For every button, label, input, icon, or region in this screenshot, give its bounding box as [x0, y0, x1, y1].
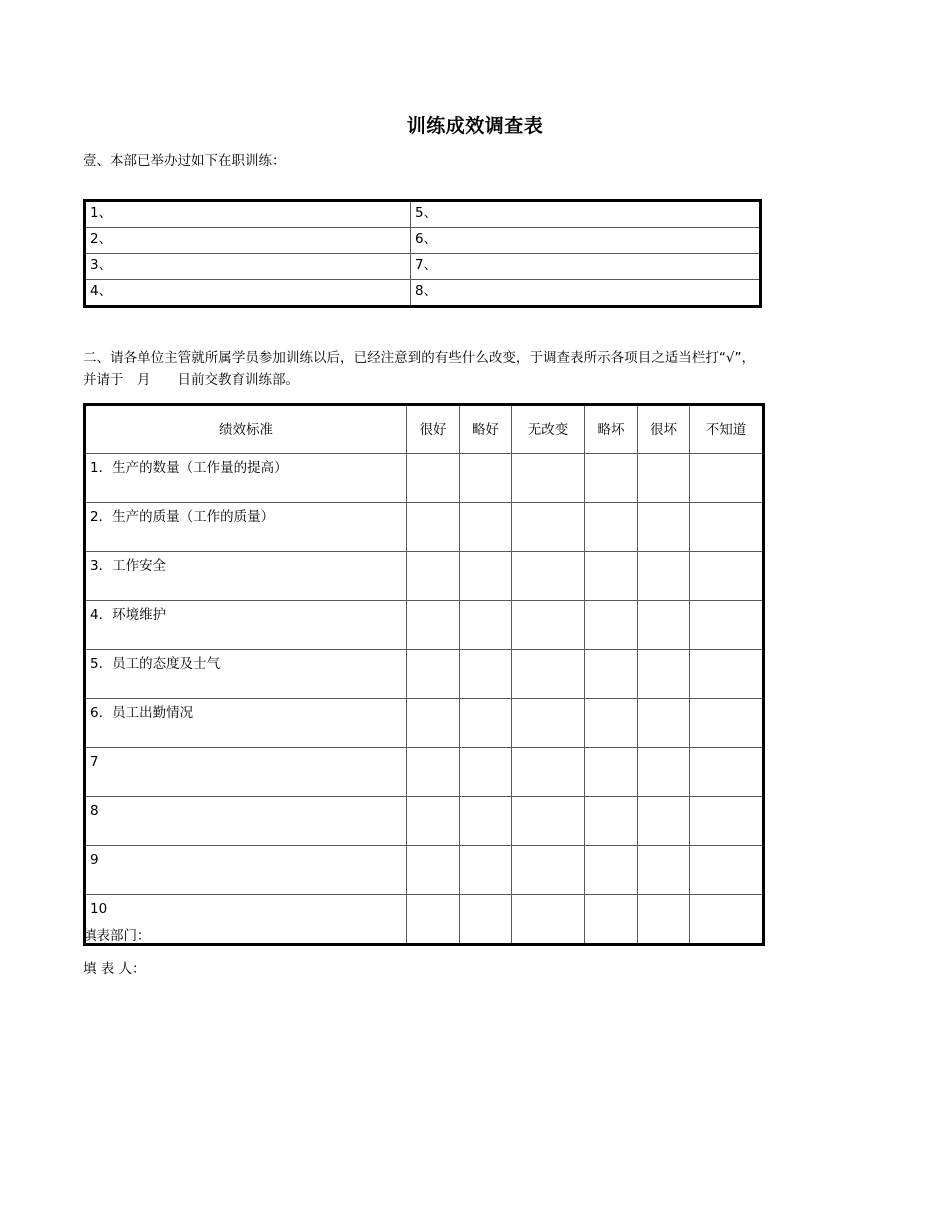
- table-row: [85, 503, 764, 552]
- training-courses-table: [83, 199, 762, 308]
- column-header-slightly-good: 略好: [460, 405, 512, 454]
- rating-cell-5-slightly-bad[interactable]: [585, 650, 638, 699]
- rating-cell-8-no-change[interactable]: [512, 797, 585, 846]
- table-row: [85, 846, 764, 895]
- criteria-label-9[interactable]: 9: [85, 846, 407, 895]
- rating-cell-2-no-change[interactable]: [512, 503, 585, 552]
- table-row: [85, 228, 761, 254]
- table-row: [85, 254, 761, 280]
- criteria-label-10[interactable]: 10: [85, 895, 407, 945]
- course-slot-3[interactable]: 3、: [85, 254, 411, 280]
- rating-cell-1-slightly-bad[interactable]: [585, 454, 638, 503]
- criteria-label-2: 2．生产的质量（工作的质量）: [85, 503, 407, 552]
- table-row: [85, 748, 764, 797]
- criteria-label-3: 3．工作安全: [85, 552, 407, 601]
- rating-cell-9-no-change[interactable]: [512, 846, 585, 895]
- rating-cell-4-slightly-bad[interactable]: [585, 601, 638, 650]
- rating-cell-1-slightly-good[interactable]: [460, 454, 512, 503]
- table-row: [85, 280, 761, 307]
- rating-cell-7-very-good[interactable]: [407, 748, 460, 797]
- column-header-very-good: 很好: [407, 405, 460, 454]
- course-slot-2[interactable]: 2、: [85, 228, 411, 254]
- rating-cell-2-slightly-bad[interactable]: [585, 503, 638, 552]
- rating-cell-2-very-good[interactable]: [407, 503, 460, 552]
- table-row: [85, 201, 761, 228]
- page-title: 训练成效调查表: [406, 115, 544, 137]
- criteria-label-6: 6．员工出勤情况: [85, 699, 407, 748]
- rating-cell-7-dont-know[interactable]: [690, 748, 764, 797]
- survey-body: [85, 454, 764, 945]
- rating-cell-1-no-change[interactable]: [512, 454, 585, 503]
- rating-cell-10-slightly-bad[interactable]: [585, 895, 638, 945]
- course-slot-6[interactable]: 6、: [411, 228, 761, 254]
- criteria-label-7[interactable]: 7: [85, 748, 407, 797]
- table-row: [85, 797, 764, 846]
- criteria-label-8[interactable]: 8: [85, 797, 407, 846]
- rating-cell-8-very-bad[interactable]: [638, 797, 690, 846]
- criteria-label-4: 4．环境维护: [85, 601, 407, 650]
- rating-cell-9-very-bad[interactable]: [638, 846, 690, 895]
- rating-cell-3-very-bad[interactable]: [638, 552, 690, 601]
- rating-cell-5-no-change[interactable]: [512, 650, 585, 699]
- rating-cell-1-very-good[interactable]: [407, 454, 460, 503]
- rating-cell-6-no-change[interactable]: [512, 699, 585, 748]
- rating-cell-6-very-bad[interactable]: [638, 699, 690, 748]
- person-label: 填 表 人：: [83, 961, 146, 977]
- rating-cell-7-slightly-good[interactable]: [460, 748, 512, 797]
- rating-cell-1-dont-know[interactable]: [690, 454, 764, 503]
- rating-cell-1-very-bad[interactable]: [638, 454, 690, 503]
- rating-cell-10-very-good[interactable]: [407, 895, 460, 945]
- course-slot-1[interactable]: 1、: [85, 201, 411, 228]
- table-row: [85, 601, 764, 650]
- rating-cell-8-slightly-bad[interactable]: [585, 797, 638, 846]
- rating-cell-10-no-change[interactable]: [512, 895, 585, 945]
- rating-cell-3-slightly-bad[interactable]: [585, 552, 638, 601]
- rating-cell-6-very-good[interactable]: [407, 699, 460, 748]
- rating-cell-6-slightly-bad[interactable]: [585, 699, 638, 748]
- rating-cell-7-slightly-bad[interactable]: [585, 748, 638, 797]
- rating-cell-5-dont-know[interactable]: [690, 650, 764, 699]
- performance-survey-table: [83, 403, 765, 946]
- column-header-criteria: 绩效标准: [85, 405, 407, 454]
- rating-cell-10-slightly-good[interactable]: [460, 895, 512, 945]
- rating-cell-8-slightly-good[interactable]: [460, 797, 512, 846]
- survey-header: [85, 405, 764, 454]
- rating-cell-4-very-bad[interactable]: [638, 601, 690, 650]
- rating-cell-7-very-bad[interactable]: [638, 748, 690, 797]
- criteria-label-1: 1．生产的数量（工作量的提高）: [85, 454, 407, 503]
- rating-cell-4-dont-know[interactable]: [690, 601, 764, 650]
- course-slot-4[interactable]: 4、: [85, 280, 411, 307]
- rating-cell-3-very-good[interactable]: [407, 552, 460, 601]
- column-header-no-change: 无改变: [512, 405, 585, 454]
- rating-cell-3-dont-know[interactable]: [690, 552, 764, 601]
- table-row: [85, 895, 764, 945]
- rating-cell-9-slightly-good[interactable]: [460, 846, 512, 895]
- rating-cell-5-very-good[interactable]: [407, 650, 460, 699]
- column-header-very-bad: 很坏: [638, 405, 690, 454]
- criteria-label-5: 5．员工的态度及士气: [85, 650, 407, 699]
- department-label: 填表部门：: [83, 928, 151, 944]
- column-header-slightly-bad: 略坏: [585, 405, 638, 454]
- rating-cell-4-no-change[interactable]: [512, 601, 585, 650]
- table-row: [85, 552, 764, 601]
- rating-cell-3-slightly-good[interactable]: [460, 552, 512, 601]
- course-slot-8[interactable]: 8、: [411, 280, 761, 307]
- column-header-dont-know: 不知道: [690, 405, 764, 454]
- course-slot-5[interactable]: 5、: [411, 201, 761, 228]
- table-header-row: [85, 405, 764, 454]
- table-row: [85, 454, 764, 503]
- rating-cell-9-very-good[interactable]: [407, 846, 460, 895]
- rating-cell-8-very-good[interactable]: [407, 797, 460, 846]
- rating-cell-8-dont-know[interactable]: [690, 797, 764, 846]
- section-two-intro: 二、请各单位主管就所属学员参加训练以后，已经注意到的有些什么改变，于调查表所示各项目之适当栏打“√”，并请于 月 日前交教育训练部。: [83, 350, 755, 388]
- section-one-intro: 壹、本部已举办过如下在职训练：: [83, 153, 286, 169]
- rating-cell-4-very-good[interactable]: [407, 601, 460, 650]
- rating-cell-9-slightly-bad[interactable]: [585, 846, 638, 895]
- rating-cell-3-no-change[interactable]: [512, 552, 585, 601]
- table-row: [85, 650, 764, 699]
- rating-cell-5-very-bad[interactable]: [638, 650, 690, 699]
- course-slot-7[interactable]: 7、: [411, 254, 761, 280]
- training-courses-body: [85, 201, 761, 307]
- rating-cell-6-dont-know[interactable]: [690, 699, 764, 748]
- rating-cell-2-dont-know[interactable]: [690, 503, 764, 552]
- table-row: [85, 699, 764, 748]
- rating-cell-2-slightly-good[interactable]: [460, 503, 512, 552]
- rating-cell-7-no-change[interactable]: [512, 748, 585, 797]
- rating-cell-4-slightly-good[interactable]: [460, 601, 512, 650]
- rating-cell-9-dont-know[interactable]: [690, 846, 764, 895]
- rating-cell-10-very-bad[interactable]: [638, 895, 690, 945]
- rating-cell-10-dont-know[interactable]: [690, 895, 764, 945]
- rating-cell-2-very-bad[interactable]: [638, 503, 690, 552]
- rating-cell-5-slightly-good[interactable]: [460, 650, 512, 699]
- rating-cell-6-slightly-good[interactable]: [460, 699, 512, 748]
